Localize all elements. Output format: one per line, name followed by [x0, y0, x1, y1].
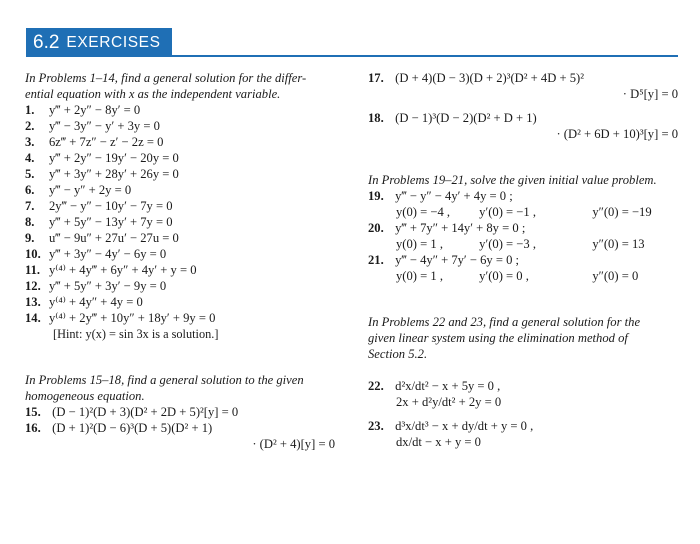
problem-18-cont: · (D² + 6D + 10)³[y] = 0 [556, 127, 678, 141]
problem-equation: y‴ + 5y″ − 13y′ + 7y = 0 [49, 215, 173, 229]
problem-equation: y⁽⁴⁾ + 4y‴ + 6y″ + 4y′ + y = 0 [49, 263, 197, 277]
problem-equation: y‴ + 2y″ − 8y′ = 0 [49, 103, 141, 117]
problem-number: 18. [368, 111, 384, 125]
ic-ypp: y″(0) = 13 [592, 237, 645, 251]
instructions-15-18: In Problems 15–18, find a general solution to the given [25, 373, 304, 387]
problem-number: 2. [25, 119, 35, 133]
problem-12 [25, 278, 345, 294]
instructions-1-14-cont: ential equation with x as the independent variable. [25, 87, 281, 101]
problem-number: 7. [25, 199, 35, 213]
problem-8 [25, 214, 345, 230]
problem-20 [368, 220, 678, 236]
problem-equation: y‴ − 3y″ − y′ + 3y = 0 [49, 119, 160, 133]
problem-equation: y‴ + 3y″ − 4y′ − 6y = 0 [49, 247, 167, 261]
problem-equation: y⁽⁴⁾ + 4y″ + 4y = 0 [49, 295, 143, 309]
problem-equation: y⁽⁴⁾ + 2y‴ + 10y″ + 18y′ + 9y = 0 [49, 311, 216, 325]
problem-equation: y‴ − 4y″ + 7y′ − 6y = 0 ; [395, 253, 520, 267]
problem-7 [25, 198, 345, 214]
problem-number: 15. [25, 405, 41, 419]
problem-4 [25, 150, 345, 166]
problem-equation: d²x/dt² − x + 5y = 0 , [395, 379, 501, 393]
ic-y: y(0) = −4 , [396, 205, 451, 219]
problem-number: 11. [25, 263, 41, 277]
problem-number: 20. [368, 221, 384, 235]
problem-17-cont: · D⁵[y] = 0 [622, 87, 678, 101]
problem-equation: (D − 1)²(D + 3)(D² + 2D + 5)²[y] = 0 [52, 405, 239, 419]
problem-number: 8. [25, 215, 35, 229]
problem-2 [25, 118, 345, 134]
problem-number: 3. [25, 135, 35, 149]
problem-number: 4. [25, 151, 35, 165]
problem-equation: 6z‴ + 7z″ − z′ − 2z = 0 [49, 135, 164, 149]
instructions-22-23: In Problems 22 and 23, find a general solution for the [368, 315, 641, 329]
ic-ypp: y″(0) = −19 [592, 205, 652, 219]
problem-equation: (D − 1)³(D − 2)(D² + D + 1) [395, 111, 537, 125]
problem-23 [368, 418, 678, 434]
problem-number: 13. [25, 295, 41, 309]
problem-equation: (D + 1)²(D − 6)³(D + 5)(D² + 1) [52, 421, 213, 435]
problem-equation: (D + 4)(D − 3)(D + 2)³(D² + 4D + 5)² [395, 71, 584, 85]
problem-22-eq2: 2x + d²y/dt² + 2y = 0 [396, 395, 502, 409]
problem-number: 19. [368, 189, 384, 203]
problem-18 [368, 110, 678, 126]
problem-21 [368, 252, 678, 268]
problem-equation: d³x/dt³ − x + dy/dt + y = 0 , [395, 419, 534, 433]
problem-number: 23. [368, 419, 384, 433]
ic-yp: y′(0) = 0 , [479, 269, 529, 283]
problem-number: 6. [25, 183, 35, 197]
problem-14 [25, 310, 345, 326]
problem-17 [368, 70, 678, 86]
problem-16 [25, 420, 345, 436]
problem-number: 16. [25, 421, 41, 435]
problem-equation: y‴ + 2y″ − 19y′ − 20y = 0 [49, 151, 179, 165]
problem-number: 12. [25, 279, 41, 293]
problem-equation: y‴ + 5y″ + 3y′ − 9y = 0 [49, 279, 167, 293]
problem-11 [25, 262, 345, 278]
problem-number: 1. [25, 103, 35, 117]
problem-equation: y‴ − y″ − 4y′ + 4y = 0 ; [395, 189, 513, 203]
problem-equation: y‴ + 7y″ + 14y′ + 8y = 0 ; [395, 221, 526, 235]
problem-5 [25, 166, 345, 182]
problem-22 [368, 378, 678, 394]
problem-13 [25, 294, 345, 310]
problem-number: 21. [368, 253, 384, 267]
problem-number: 5. [25, 167, 35, 181]
ic-y: y(0) = 1 , [396, 269, 443, 283]
instructions-22-23-cont: given linear system using the elimination method of [368, 331, 628, 345]
ic-yp: y′(0) = −1 , [479, 205, 536, 219]
problem-15 [25, 404, 345, 420]
problem-number: 14. [25, 311, 41, 325]
problem-equation: 2y‴ − y″ − 10y′ − 7y = 0 [49, 199, 173, 213]
problem-1 [25, 102, 345, 118]
problem-equation: y‴ − y″ + 2y = 0 [49, 183, 132, 197]
problem-19 [368, 188, 678, 204]
section-title: EXERCISES [66, 33, 161, 51]
problem-equation: u‴ − 9u″ + 27u′ − 27u = 0 [49, 231, 179, 245]
left-column [25, 70, 345, 452]
instructions-19-21: In Problems 19–21, solve the given initial value problem. [368, 173, 657, 187]
instructions-15-18-cont: homogeneous equation. [25, 389, 145, 403]
problem-19-initial-conditions [368, 204, 678, 220]
right-column [368, 70, 678, 450]
problem-20-initial-conditions [368, 236, 678, 252]
problem-equation: y‴ + 3y″ + 28y′ + 26y = 0 [49, 167, 179, 181]
instructions-1-14: In Problems 1–14, find a general solution for the differ- [25, 71, 307, 85]
problem-number: 22. [368, 379, 384, 393]
section-header [26, 28, 172, 57]
ic-ypp: y″(0) = 0 [592, 269, 639, 283]
problem-6 [25, 182, 345, 198]
problem-21-initial-conditions [368, 268, 678, 284]
problem-number: 10. [25, 247, 41, 261]
problem-list-1-14 [25, 102, 345, 326]
problem-number: 9. [25, 231, 35, 245]
section-number: 6.2 [33, 31, 60, 53]
problem-3 [25, 134, 345, 150]
instructions-22-23-cont2: Section 5.2. [368, 347, 428, 361]
problem-10 [25, 246, 345, 262]
ic-y: y(0) = 1 , [396, 237, 443, 251]
problem-23-eq2: dx/dt − x + y = 0 [396, 435, 481, 449]
problem-number: 17. [368, 71, 384, 85]
ic-yp: y′(0) = −3 , [479, 237, 536, 251]
problem-9 [25, 230, 345, 246]
hint-text: [Hint: y(x) = sin 3x is a solution.] [53, 327, 219, 341]
problem-16-cont: · (D² + 4)[y] = 0 [252, 437, 335, 451]
